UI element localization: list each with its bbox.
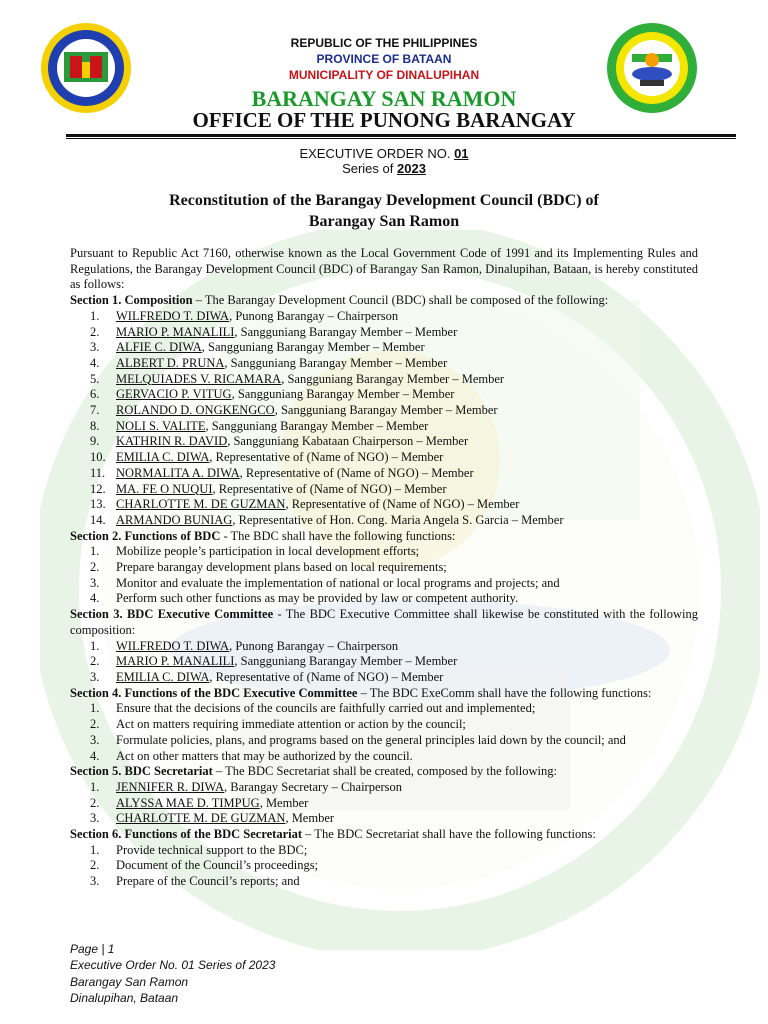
section-title: Section 5. BDC Secretariat: [70, 764, 213, 779]
footer-location: Dinalupihan, Bataan: [70, 990, 179, 1005]
list-item: 1. WILFREDO T. DIWA, Punong Barangay – Chairperson: [90, 638, 399, 653]
member-name: CHARLOTTE M. DE GUZMAN: [116, 811, 286, 826]
list-item: 11. NORMALITA A. DIWA, Representative of (Name of NGO) – Member: [90, 465, 474, 480]
member-name: NOLI S. VALITE: [116, 418, 206, 433]
section-title: Section 1. Composition: [70, 293, 193, 308]
member-name: ROLANDO D. ONGKENGCO: [116, 403, 275, 418]
section-5-heading: Section 5. BDC Secretariat – The BDC Secretariat shall be created, composed by the following:: [70, 764, 557, 779]
member-name: NORMALITA A. DIWA: [116, 465, 240, 480]
document-body: [70, 246, 698, 890]
list-item: 7. ROLANDO D. ONGKENGCO, Sangguniang Barangay Member – Member: [90, 403, 498, 418]
barangay-heading: BARANGAY SAN RAMON: [251, 86, 517, 111]
list-item: 3. ALFIE C. DIWA, Sangguniang Barangay Member – Member: [90, 340, 425, 355]
footer-page: Page | 1: [70, 942, 115, 956]
list-item: 10. EMILIA C. DIWA, Representative of (Name of NGO) – Member: [90, 450, 444, 465]
section-1-list: [70, 309, 698, 529]
footer-order: Executive Order No. 01 Series of 2023: [70, 958, 276, 973]
section-3-list: [70, 639, 698, 686]
member-name: ALBERT D. PRUNA: [116, 355, 225, 370]
section-title: Section 4. Functions of the BDC Executive Committee: [70, 685, 358, 700]
member-name: MARIO P. MANALILI: [116, 654, 235, 669]
office-heading: OFFICE OF THE PUNONG BARANGAY: [192, 108, 576, 132]
list-item: 3. Formulate policies, plans, and programs based on the general principles laid down by the council; and: [90, 732, 626, 747]
order-series-year: 2023: [397, 161, 426, 176]
section-title: Section 3. BDC Executive Committee: [70, 607, 274, 622]
section-title: Section 2. Functions of BDC: [70, 528, 221, 543]
list-item: 3. Monitor and evaluate the implementation of national or local programs and projects; and: [90, 575, 560, 590]
member-name: MELQUIADES V. RICAMARA: [116, 371, 282, 386]
intro-paragraph: Pursuant to Republic Act 7160, otherwise known as the Local Government Code of 1991 and its Implementing Rules and Regulations, the Barangay Development Council (BDC) of Barangay San Ramon, Dinalupihan, Bataan, is hereby constituted as follows:: [70, 246, 698, 292]
section-6-heading: Section 6. Functions of the BDC Secretariat – The BDC Secretariat shall have the following functions:: [70, 827, 596, 842]
section-4-list: [70, 701, 698, 764]
list-item: 1. WILFREDO T. DIWA, Punong Barangay – Chairperson: [90, 308, 399, 323]
member-name: MARIO P. MANALILI: [116, 324, 235, 339]
member-name: GERVACIO P. VITUG: [116, 387, 232, 402]
member-name: WILFREDO T. DIWA: [116, 638, 230, 653]
order-number-value: 01: [454, 146, 469, 161]
section-2-heading: Section 2. Functions of BDC - The BDC shall have the following functions:: [70, 528, 456, 543]
list-item: 4. ALBERT D. PRUNA, Sangguniang Barangay Member – Member: [90, 355, 448, 370]
sections-container: [70, 293, 698, 890]
member-name: JENNIFER R. DIWA: [116, 779, 224, 794]
list-item: 3. EMILIA C. DIWA, Representative of (Name of NGO) – Member: [90, 669, 444, 684]
header-rule-thin: [66, 138, 736, 139]
member-name: CHARLOTTE M. DE GUZMAN: [116, 497, 286, 512]
document-title: Reconstitution of the Barangay Development Council (BDC) of Barangay San Ramon: [169, 192, 599, 230]
executive-order-series: Series of 2023: [342, 161, 426, 176]
list-item: 2. Act on matters requiring immediate attention or action by the council;: [90, 717, 466, 732]
section-2-list: [70, 544, 698, 607]
list-item: 1. JENNIFER R. DIWA, Barangay Secretary – Chairperson: [90, 779, 403, 794]
list-item: 14. ARMANDO BUNIAG, Representative of Hon. Cong. Maria Angela S. Garcia – Member: [90, 512, 564, 527]
section-6-list: [70, 843, 698, 890]
section-3-heading: Section 3. BDC Executive Committee - The BDC Executive Committee shall likewise be constituted with the following composition:: [70, 607, 698, 637]
list-item: 13. CHARLOTTE M. DE GUZMAN, Representative of (Name of NGO) – Member: [90, 497, 520, 512]
list-item: 2. ALYSSA MAE D. TIMPUG, Member: [90, 795, 309, 810]
list-item: 2. Prepare barangay development plans based on local requirements;: [90, 560, 447, 575]
list-item: 8. NOLI S. VALITE, Sangguniang Barangay Member – Member: [90, 418, 429, 433]
list-item: 2. MARIO P. MANALILI, Sangguniang Barangay Member – Member: [90, 654, 458, 669]
list-item: 1. Mobilize people’s participation in local development efforts;: [90, 544, 420, 559]
list-item: 1. Provide technical support to the BDC;: [90, 842, 308, 857]
member-name: ALYSSA MAE D. TIMPUG: [116, 795, 260, 810]
member-name: KATHRIN R. DAVID: [116, 434, 228, 449]
municipality-heading: MUNICIPALITY OF DINALUPIHAN: [288, 68, 480, 82]
list-item: 5. MELQUIADES V. RICAMARA, Sangguniang Barangay Member – Member: [90, 371, 505, 386]
list-item: 2. Document of the Council’s proceedings;: [90, 858, 319, 873]
list-item: 2. MARIO P. MANALILI, Sangguniang Barangay Member – Member: [90, 324, 458, 339]
section-5-list: [70, 780, 698, 827]
member-name: ALFIE C. DIWA: [116, 340, 202, 355]
list-item: 3. Prepare of the Council’s reports; and: [90, 874, 300, 889]
list-item: 4. Perform such other functions as may be provided by law or competent authority.: [90, 591, 519, 606]
section-4-heading: Section 4. Functions of the BDC Executive Committee – The BDC ExeComm shall have the following functions:: [70, 685, 652, 700]
list-item: 1. Ensure that the decisions of the councils are faithfully carried out and implemented;: [90, 701, 536, 716]
section-title: Section 6. Functions of the BDC Secretariat: [70, 827, 303, 842]
member-name: EMILIA C. DIWA: [116, 669, 210, 684]
list-item: 6. GERVACIO P. VITUG, Sangguniang Barangay Member – Member: [90, 387, 455, 402]
list-item: 4. Act on other matters that may be authorized by the council.: [90, 748, 413, 763]
member-name: MA. FE O NUQUI: [116, 481, 213, 496]
list-item: 12. MA. FE O NUQUI, Representative of (Name of NGO) – Member: [90, 481, 447, 496]
header-rule-thick: [66, 134, 736, 137]
member-name: WILFREDO T. DIWA: [116, 308, 230, 323]
member-name: EMILIA C. DIWA: [116, 450, 210, 465]
province-heading: PROVINCE OF BATAAN: [316, 52, 452, 66]
section-1-heading: Section 1. Composition – The Barangay Development Council (BDC) shall be composed of the following:: [70, 293, 609, 308]
list-item: 9. KATHRIN R. DAVID, Sangguniang Kabataan Chairperson – Member: [90, 434, 469, 449]
page-footer: [70, 941, 275, 1006]
member-name: ARMANDO BUNIAG: [116, 512, 233, 527]
republic-heading: REPUBLIC OF THE PHILIPPINES: [290, 36, 478, 50]
executive-order-number: EXECUTIVE ORDER NO. 01: [299, 146, 469, 161]
list-item: 3. CHARLOTTE M. DE GUZMAN, Member: [90, 811, 335, 826]
footer-barangay: Barangay San Ramon: [70, 974, 189, 989]
